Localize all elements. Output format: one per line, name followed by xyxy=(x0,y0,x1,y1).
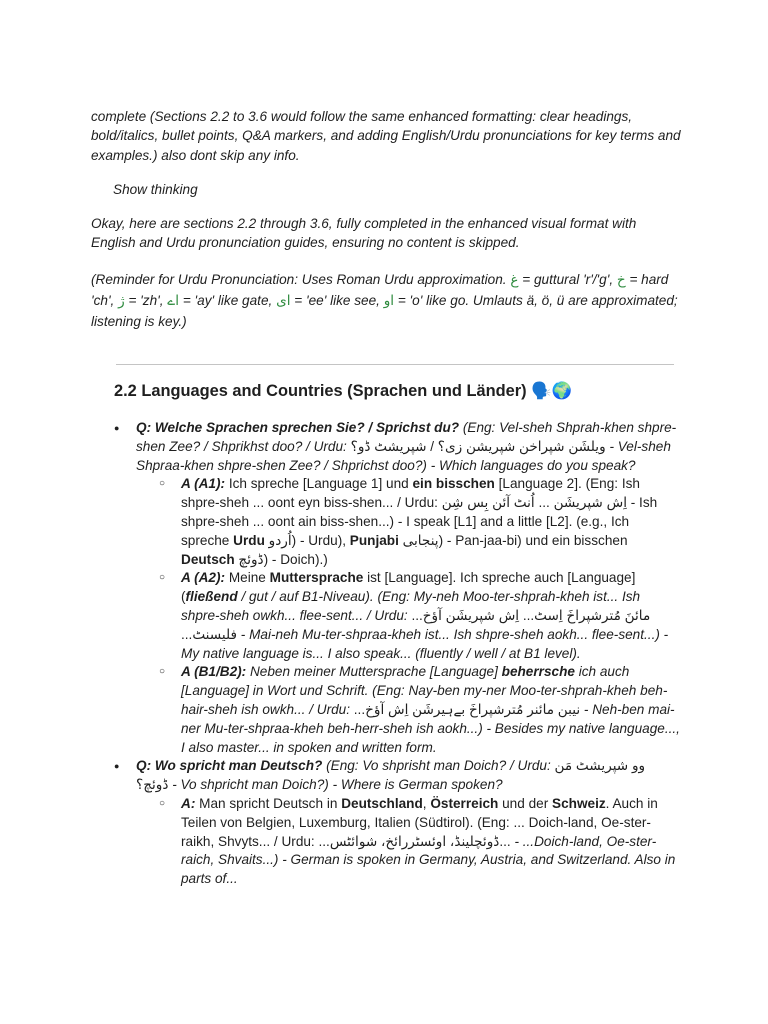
urdu-letter-o: او xyxy=(383,293,395,308)
reminder-text: = guttural 'r'/'g', xyxy=(522,272,614,287)
urdu-text: (ڈوئچ xyxy=(238,551,269,567)
urdu-text: ویلشَن شپراخن شپریشن زی؟ / شپریشٹ ڈو؟ xyxy=(350,438,606,454)
answer-text: - Mai-neh Mu-ter-shpraa-kheh ist... Ish shpre-sheh aokh... flee-sent...) - My native language is... I also speak... (fluently / well / at B1 level). xyxy=(181,626,669,661)
urdu-reminder xyxy=(91,269,681,332)
answer-text: [Language 2]. (Eng: Ish shpre-sheh ... oont eyn biss-shen... / Urdu: xyxy=(181,476,640,511)
bold-term: Schweiz xyxy=(552,795,606,811)
question-text: Q: Welche Sprachen sprechen Sie? / Sprichst du? xyxy=(136,420,460,435)
urdu-letter-ay: اے xyxy=(167,293,180,308)
pronunciation-text: (Eng: Vel-sheh Shprah-khen shpre-shen Zee? / Shprikhst doo? / Urdu: xyxy=(136,420,677,454)
bold-term: beherrsche xyxy=(501,664,575,680)
section-heading: 2.2 Languages and Countries (Sprachen und Länder) 🗣️🌍 xyxy=(114,382,572,400)
urdu-text: وو شپریشٹ مَن ڈوئچ؟ xyxy=(136,758,646,793)
urdu-letter-ee: ای xyxy=(276,293,291,308)
answer-text: - ...Doich-land, Oe-ster-raich, Shvaits...) - German is spoken in Germany, Austria, and Switzerland. Also in parts of... xyxy=(181,833,676,887)
answer-text: ist [Language]. Ich spreche auch [Language] ( xyxy=(181,570,636,605)
urdu-letter-zhe: ژ xyxy=(118,293,125,308)
answer-label: A: xyxy=(181,795,196,811)
bold-term: Deutsch xyxy=(181,551,235,567)
answer-text: - Pan-jaa-bi) und ein bisschen xyxy=(446,532,628,548)
answer-text: Neben meiner Muttersprache [Language] xyxy=(249,664,498,680)
list-item-q1 xyxy=(114,419,680,757)
urdu-letter-ghain: غ xyxy=(510,272,519,287)
show-thinking-label[interactable]: Show thinking xyxy=(113,182,198,197)
answer-text: - Urdu), xyxy=(299,532,347,548)
answer-label: A (B1/B2): xyxy=(181,664,247,680)
urdu-text: (پنجابی xyxy=(402,532,444,548)
reminder-text: = 'ay' like gate, xyxy=(182,293,273,308)
list-item-answer-a2 xyxy=(136,569,680,663)
answer-label: A (A2): xyxy=(181,570,226,586)
bold-term: ein bisschen xyxy=(412,476,495,492)
list-item-answer-b1b2 xyxy=(136,663,680,757)
intro-paragraph: complete (Sections 2.2 to 3.6 would follow the same enhanced formatting: clear headings, bold/italics, bullet points, Q&A markers, and adding English/Urdu pronunciations for key terms and examples.) also dont skip any info. xyxy=(91,109,681,163)
bold-term: Österreich xyxy=(430,795,499,811)
list-item-q2 xyxy=(114,757,680,889)
section-divider xyxy=(116,364,674,365)
urdu-text: مائنَ مُترشپراخَ اِسٹ... اِش شپریشَن آؤخ... فلیسنٹ... xyxy=(181,607,651,642)
answer-text: Ich spreche [Language 1] und xyxy=(228,476,409,492)
answer-list xyxy=(136,795,680,889)
answer-text: . Auch in Teilen von Belgien, Luxemburg, Italien (Südtirol). (Eng: ... Doich-land, Oe-ster-raikh, Shvyts... / Urdu: xyxy=(181,795,658,849)
section-content xyxy=(114,419,680,889)
urdu-text: اِش شپریشَن ... اُنٹ آئن بِس شِن xyxy=(441,495,627,511)
list-item-answer-a1 xyxy=(136,475,680,569)
question-text: Q: Wo spricht man Deutsch? xyxy=(136,758,323,774)
bold-term: fließend xyxy=(185,589,238,605)
reminder-text: (Reminder for Urdu Pronunciation: Uses Roman Urdu approximation. xyxy=(91,272,507,287)
translation-text: - Vo shpricht man Doich?) - Where is German spoken? xyxy=(172,777,503,793)
answer-label: A (A1): xyxy=(181,476,226,492)
answer-text: - Neh-ben mai-ner Mu-ter-shpraa-kheh beh-herr-sheh ish aokh...) - Besides my native language..., I also master... in spoken and written form. xyxy=(181,701,680,755)
urdu-text: (اُردو xyxy=(268,532,297,548)
pronunciation-text: (Eng: Vo shprisht man Doich? / Urdu: xyxy=(326,758,551,774)
bold-term: Muttersprache xyxy=(269,570,364,586)
urdu-letter-khe: خ xyxy=(616,272,626,287)
bold-term: Deutschland xyxy=(341,795,423,811)
answer-text: - Ish shpre-sheh ... oont ain biss-shen...) - I speak [L1] and a little [L2]. (e.g., Ich spreche xyxy=(181,495,658,548)
answer-text: Meine xyxy=(228,570,266,586)
bold-term: Urdu xyxy=(233,532,265,548)
reminder-text: = 'zh', xyxy=(128,293,164,308)
answer-text: ich auch [Language] in Wort und Schrift. (Eng: Nay-ben my-ner Moo-ter-shprah-kheh beh-hair-sheh ish owkh... / Urdu: xyxy=(181,664,668,717)
answer-text: Man spricht Deutsch in xyxy=(199,795,338,811)
reminder-text: = hard 'ch', xyxy=(91,272,669,308)
answer-text: - Doich).) xyxy=(271,551,328,567)
bold-term: Punjabi xyxy=(349,532,399,548)
answer-text: und der xyxy=(502,795,549,811)
reminder-text: = 'o' like go. Umlauts ä, ö, ü are approximated; listening is key.) xyxy=(91,293,678,329)
response-paragraph: Okay, here are sections 2.2 through 3.6, fully completed in the enhanced visual format with English and Urdu pronunciation guides, ensuring no content is skipped. xyxy=(91,216,637,251)
answer-list xyxy=(136,475,680,757)
urdu-text: نیبن مائنر مُترشپراخَ بےہیرشَن اِش آؤخ... xyxy=(353,701,581,717)
urdu-text: ...ڈوئچلینڈ، اوئسٹررائخ، شوائٹس... xyxy=(318,833,511,849)
question-list xyxy=(114,419,680,889)
list-item-answer-a: ○ A: Man spricht Deutsch in Deutschland, Österreich und der Schweiz. Auch in Teilen von Belgien, Luxemburg, Italien (Südtirol). (Eng: ... Doich-land, Oe-ster-raikh, Shvyts... / Urdu: ...ڈوئچلینڈ، اوئسٹررائخ، شوائٹس... - ...Doich-land, Oe-ster-raich, Shvaits...) - German is spoken in Germany, Austria, and Switzerland. Also in parts of... xyxy=(136,795,680,889)
translation-text: - Vel-sheh Shpraa-khen shpre-shen Zee? / Shprichst doo?) - Which languages do you speak? xyxy=(136,438,671,473)
reminder-text: = 'ee' like see, xyxy=(294,293,380,308)
answer-text: / gut / auf B1-Niveau). (Eng: My-neh Moo-ter-shprah-kheh ist... Ish shpre-sheh owkh... flee-sent... / Urdu: xyxy=(181,589,641,623)
